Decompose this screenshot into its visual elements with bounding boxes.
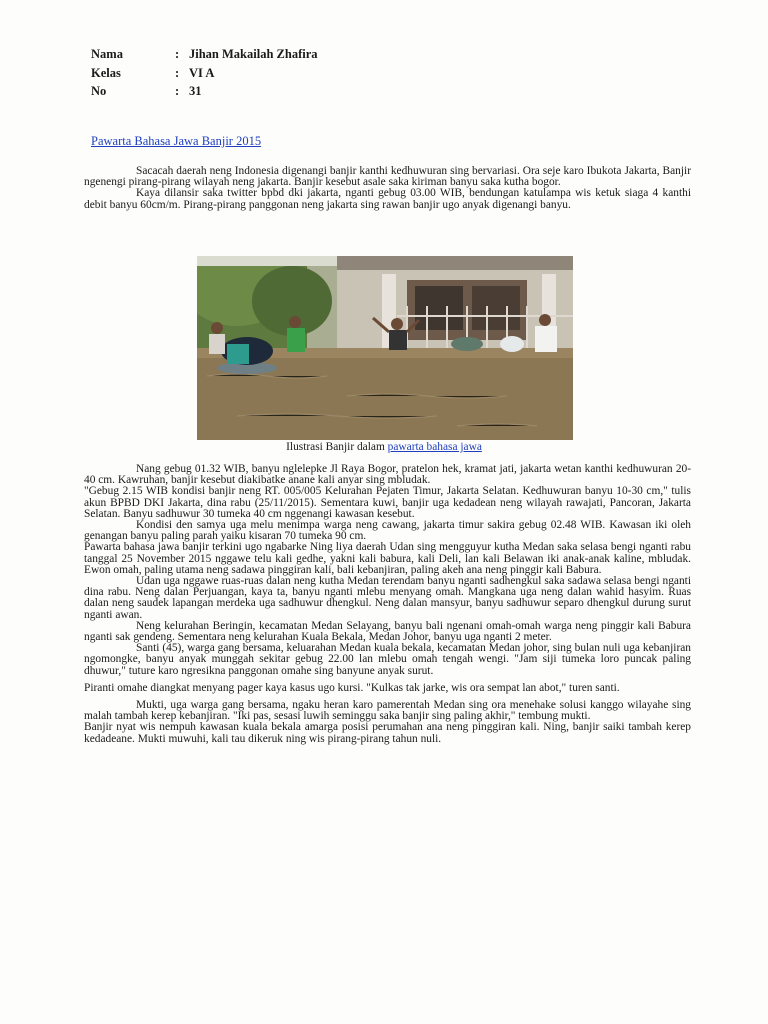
paragraph: Banjir nyat wis nempuh kawasan kuala bekala amarga posisi perumahan ana neng pinggiran kali. Ning, banjir saiki tambah kerep kedadeane. Mukti muwuhi, kali tau dikeruk ning wis pirang-pirang tahun nuli.: [84, 721, 691, 745]
paragraph: Kaya dilansir saka twitter bpbd dki jakarta, nganti gebug 03.00 WIB, bendungan katulampa wis ketuk siaga 4 kanthi debit banyu 60cm/m. Pirang-pirang panggonan neng jakarta sing rawan banjir ugo anyak digenangi banyu.: [84, 187, 691, 211]
info-label: Kelas: [91, 65, 121, 80]
paragraph: Udan uga nggawe ruas-ruas dalan neng kutha Medan terendam banyu nganti sadhengkul saka sadawa selasa bengi nganti dina rabu. Neng dalan Perjuangan, kaya ta, banyu nganti mlebu menyang omah. Mangkana uga neng dalan wahid hasyim. Ruas dalan neng saudek lapangan merdeka uga sadhuwur dhengkul. Neng dalan mansyur, banyu sadhuwur separo dhengkul durung surut nganti awan.: [84, 575, 691, 621]
article-title-link[interactable]: Pawarta Bahasa Jawa Banjir 2015: [91, 134, 262, 148]
student-info: [91, 45, 318, 101]
paragraph: Sacacah daerah neng Indonesia digenangi banjir kanthi kedhuwuran sing bervariasi. Ora seje karo Ibukota Jakarta, Banjir ngenengi pirang-pirang wilayah neng jakarta. Banjir kesebut asale saka kiriman banyu saka kutha bogor.: [84, 165, 691, 189]
info-value: VI A: [189, 65, 215, 80]
paragraph: Kondisi den samya uga melu menimpa warga neng cawang, jakarta timur sakira gebug 02.48 WIB. Kawasan iki oleh genangan banyu paling parah yaiku kisaran 70 tumeka 90 cm.: [84, 519, 691, 543]
paragraph: Piranti omahe diangkat menyang pager kaya kasus ugo kursi. "Kulkas tak jarke, wis ora sempat lan abot," turen santi.: [84, 681, 620, 694]
article-body-top: [84, 166, 691, 211]
info-colon: :: [175, 65, 180, 80]
photo-caption: [0, 441, 768, 453]
caption-text: Ilustrasi Banjir dalam: [286, 441, 388, 453]
paragraph: Nang gebug 01.32 WIB, banyu nglelepke Jl Raya Bogor, pratelon hek, kramat jati, jakarta wetan kanthi kedhuwuran 20-40 cm. Kawruhan, banjir kesebut diakibatke anane kali anyar sing mbludak.: [84, 463, 691, 487]
paragraph: Mukti, uga warga gang bersama, ngaku heran karo pamerentah Medan sing ora menehake solusi kanggo wilayahe sing malah tambah kerep kebanjiran. "Iki pas, sesasi luwih seminggu saka banjir sing paling akhir," tembung mukti.: [84, 699, 691, 723]
paragraph: Santi (45), warga gang bersama, keluarahan Medan kuala bekala, kecamatan Medan johor, sing bulan nuli uga kebanjiran ngomongke, banyu anyak munggah sekitar gebug 22.00 lan mlebu omah tengah wengi. "Jam siji tumeka loro puncak paling dhuwur," tuture karo ngresikna panggonan omahe sing banyune anyak surut.: [84, 642, 691, 677]
info-label: Nama: [91, 47, 123, 61]
info-label: No: [91, 84, 107, 98]
info-colon: :: [175, 84, 180, 98]
info-value: Jihan Makailah Zhafira: [189, 47, 318, 61]
info-colon: :: [175, 47, 180, 61]
info-value: 31: [189, 84, 202, 98]
info-row-number: [91, 82, 318, 101]
article-body-bottom: [84, 464, 691, 745]
caption-link[interactable]: pawarta bahasa jawa: [387, 441, 482, 453]
paragraph: Pawarta bahasa jawa banjir terkini ugo ngabarke Ning liya daerah Udan sing mengguyur kutha Medan saka selasa bengi nganti rabu tanggal 25 November 2015 nggawe telu kali gedhe, yakni kali babura, kali Deli, lan kali Belawan iki anak-anak kaline, mbludak. Ewon omah, paling utama neng sadawa pinggiran kali, bali kebanjiran, paling akeh ana neng pinggir kali Babura.: [84, 541, 691, 576]
paragraph: "Gebug 2.15 WIB kondisi banjir neng RT. 005/005 Kelurahan Pejaten Timur, Jakarta Selatan. Kedhuwuran banyu 10-30 cm," tulis akun BPBD DKI Jakarta, dina rabu (25/11/2015). Sementara kuwi, banjir uga kedadean neng wilayah rawajati, Pancoran, Jakarta Selatan. Banyu sadhuwur 30 tumeka 40 cm nggenangi kawasan kesebut.: [84, 485, 691, 520]
paragraph: Neng kelurahan Beringin, kecamatan Medan Selayang, banyu bali ngenani omah-omah warga neng pinggir kali Babura nganti sak gendeng. Sementara neng kelurahan Kuala Bekala, Medan Johor, banyu uga nganti 2 meter.: [84, 619, 691, 644]
info-row-name: [91, 45, 318, 64]
info-row-class: [91, 64, 318, 83]
flood-photo: [197, 256, 573, 440]
